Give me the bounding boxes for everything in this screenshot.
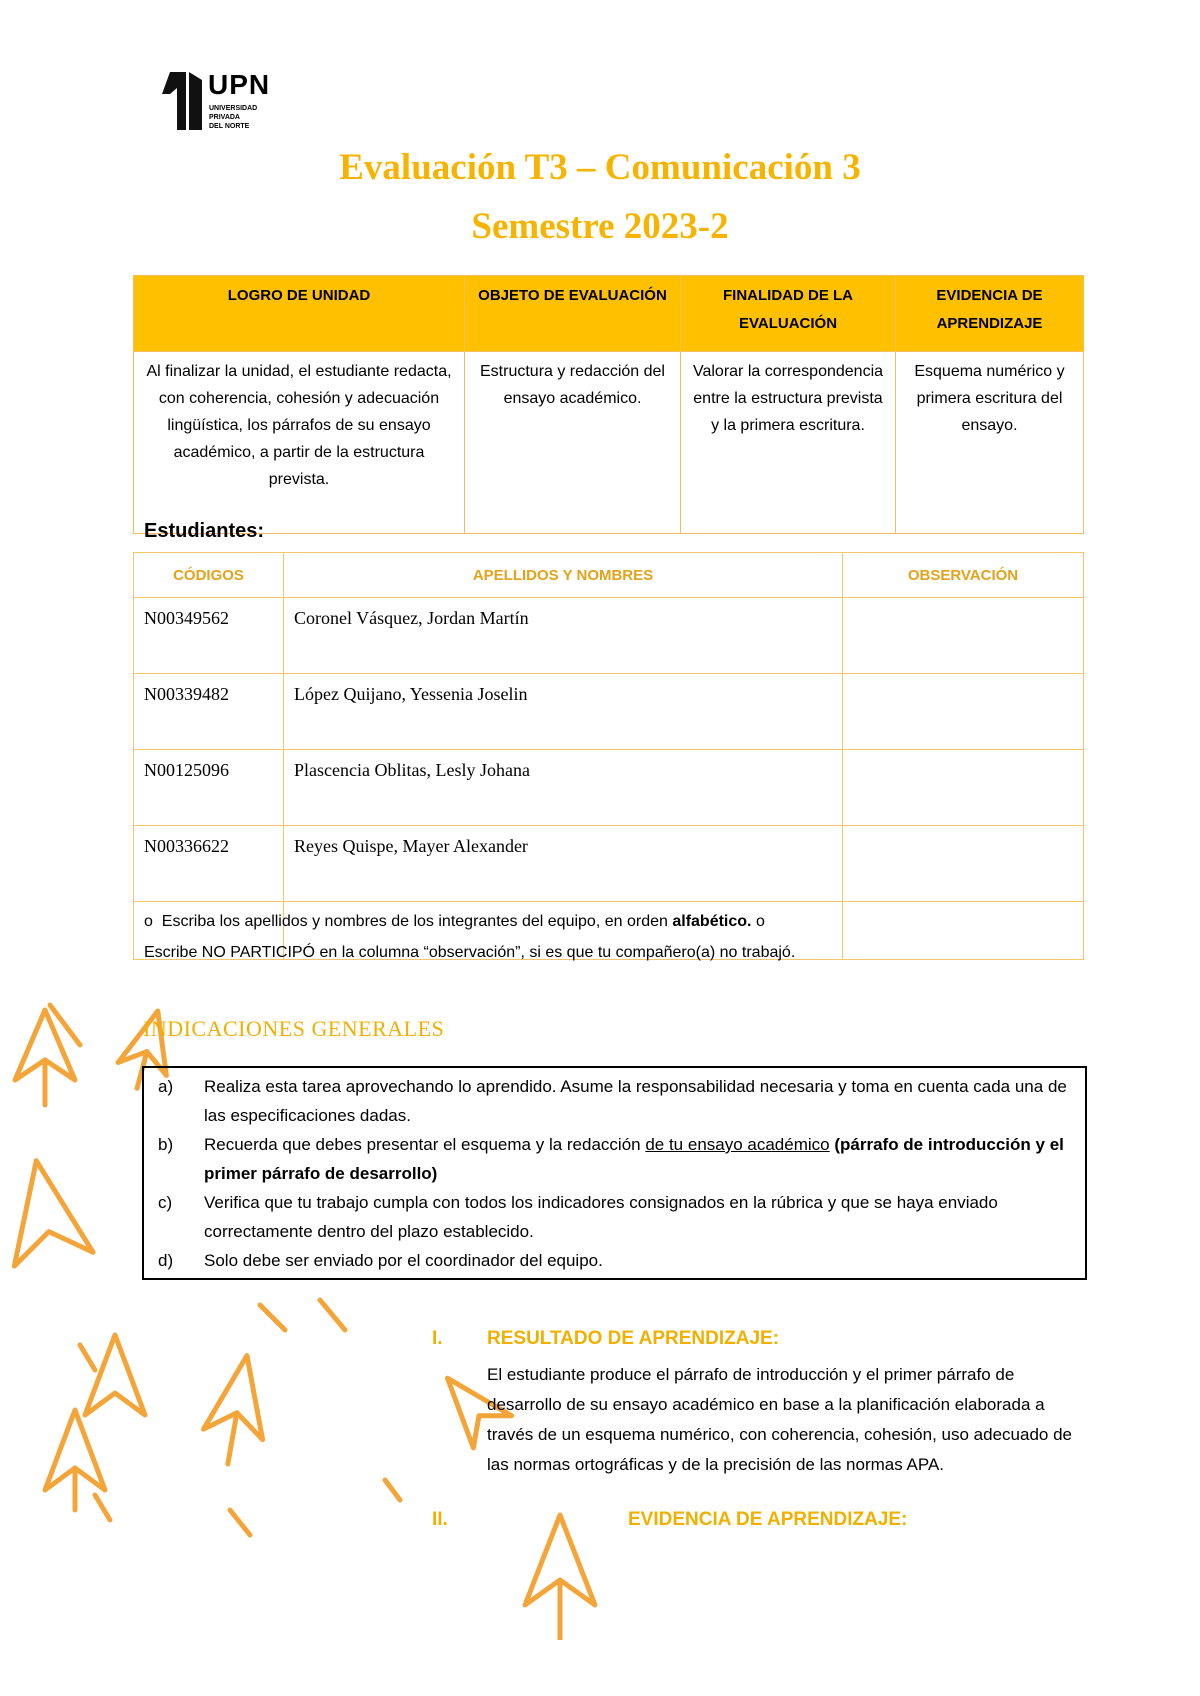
students-header-row <box>134 553 1084 598</box>
header-evidencia: EVIDENCIA DE APRENDIZAJE <box>896 276 1084 352</box>
section-2-title: EVIDENCIA DE APRENDIZAJE: <box>628 1509 908 1530</box>
student-code: N00336622 <box>134 826 284 902</box>
header-apellidos-nombres: APELLIDOS Y NOMBRES <box>284 553 843 598</box>
list-item-text <box>204 1130 1077 1188</box>
underlined-text: de tu ensayo académico <box>645 1135 830 1154</box>
upn-logo <box>150 70 270 140</box>
table-row <box>134 826 1084 902</box>
indications-title: INDICACIONES GENERALES <box>143 1016 445 1041</box>
logo-mark-icon <box>150 70 205 132</box>
student-observation[interactable] <box>843 598 1084 674</box>
list-item <box>158 1246 1077 1275</box>
arrow-decoration-icon <box>85 1335 145 1415</box>
arrow-decoration-icon <box>198 1350 276 1469</box>
stroke-decoration <box>50 1005 80 1045</box>
list-item-text: Verifica que tu trabajo cumpla con todos los indicadores consignados en la rúbrica y que se haya enviado correctamente dentro del plazo establecido. <box>204 1193 998 1241</box>
table-notes <box>144 906 1124 968</box>
table-row <box>134 750 1084 826</box>
list-item-letter: c) <box>158 1193 173 1212</box>
list-item-letter: a) <box>158 1077 174 1096</box>
section-1-title: RESULTADO DE APRENDIZAJE: <box>487 1328 780 1349</box>
student-observation[interactable] <box>843 750 1084 826</box>
cell-evidencia: Esquema numérico y primera escritura del ensayo. <box>896 352 1084 534</box>
arrow-decoration-icon <box>525 1515 595 1640</box>
header-observacion: OBSERVACIÓN <box>843 553 1084 598</box>
logo-text: UPN <box>208 69 271 100</box>
list-item-text-part: Recuerda que debes presentar el esquema y la redacción <box>204 1135 646 1154</box>
student-code: N00339482 <box>134 674 284 750</box>
student-name: Reyes Quispe, Mayer Alexander <box>284 826 843 902</box>
evaluation-table-header-row <box>134 276 1084 352</box>
list-item-text: Realiza esta tarea aprovechando lo aprendido. Asume la responsabilidad necesaria y toma en cuenta cada una de las especificaciones dadas. <box>204 1077 1067 1125</box>
evaluation-table <box>133 275 1084 534</box>
bold-text: (párrafo de introducción y el primer párrafo de desarrollo) <box>204 1135 1064 1183</box>
page-title: Evaluación T3 – Comunicación 3 <box>339 147 861 188</box>
student-name: López Quijano, Yessenia Joselin <box>284 674 843 750</box>
list-item-text: Solo debe ser enviado por el coordinador del equipo. <box>204 1251 603 1270</box>
logo-subtitle-line: PRIVADA <box>209 114 240 121</box>
list-item <box>158 1072 1077 1130</box>
students-table <box>133 552 1084 960</box>
header-finalidad: FINALIDAD DE LA EVALUACIÓN <box>681 276 896 352</box>
header-codigos: CÓDIGOS <box>134 553 284 598</box>
note-bold-text: alfabético. <box>672 913 752 930</box>
section-2-number: II. <box>432 1509 448 1530</box>
logo-subtitle <box>209 104 257 131</box>
note-text: Escriba los apellidos y nombres de los integrantes del equipo, en orden <box>161 913 668 930</box>
arrow-decoration-icon <box>0 1154 93 1266</box>
logo-subtitle-line: DEL NORTE <box>209 123 250 130</box>
header-logro: LOGRO DE UNIDAD <box>134 276 465 352</box>
section-1-text: El estudiante produce el párrafo de introducción y el primer párrafo de desarrollo de su ensayo académico en base a la planificación elaborada a través de un esquema numérico, con coherencia, cohesión, uso adecuado de las normas ortográficas y de la precisión de las normas APA. <box>487 1365 1072 1474</box>
indications-box <box>142 1066 1087 1280</box>
student-observation[interactable] <box>843 826 1084 902</box>
bullet-icon: o <box>144 913 153 930</box>
note-line-1 <box>144 906 1124 937</box>
list-item-letter: b) <box>158 1135 174 1154</box>
student-name: Coronel Vásquez, Jordan Martín <box>284 598 843 674</box>
note-line-2: Escribe NO PARTICIPÓ en la columna “observación”, si es que tu compañero(a) no trabajó. <box>144 944 796 961</box>
cell-finalidad: Valorar la correspondencia entre la estructura prevista y la primera escritura. <box>681 352 896 534</box>
student-name: Plascencia Oblitas, Lesly Johana <box>284 750 843 826</box>
header-objeto: OBJETO DE EVALUACIÓN <box>465 276 681 352</box>
student-code: N00349562 <box>134 598 284 674</box>
student-code: N00125096 <box>134 750 284 826</box>
list-item-letter: d) <box>158 1251 174 1270</box>
cell-logro: Al finalizar la unidad, el estudiante redacta, con coherencia, cohesión y adecuación lingüística, los párrafos de su ensayo académico, a partir de la estructura prevista. <box>134 352 465 534</box>
cell-objeto: Estructura y redacción del ensayo académico. <box>465 352 681 534</box>
section-1-number: I. <box>432 1328 443 1349</box>
logo-subtitle-line: UNIVERSIDAD <box>209 105 258 112</box>
table-row <box>134 598 1084 674</box>
list-item <box>158 1130 1077 1188</box>
page-subtitle: Semestre 2023-2 <box>471 206 729 247</box>
bullet-icon: o <box>755 913 765 930</box>
evaluation-table-row <box>134 352 1084 534</box>
list-item <box>158 1188 1077 1246</box>
student-observation[interactable] <box>843 674 1084 750</box>
table-row <box>134 674 1084 750</box>
students-label: Estudiantes: <box>144 520 265 542</box>
